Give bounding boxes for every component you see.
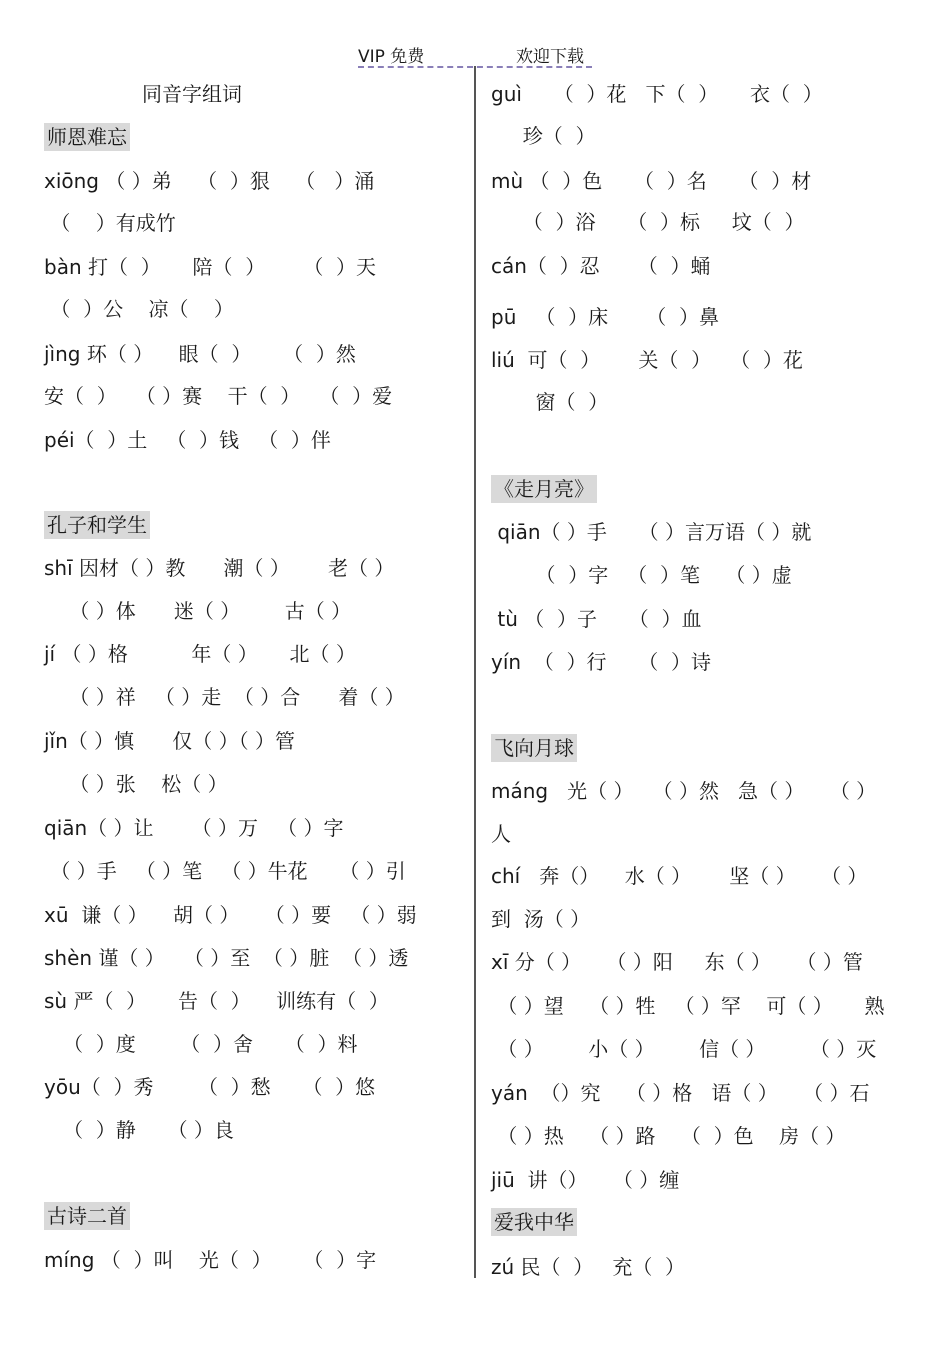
text-line: （ ）张 松（ ） bbox=[44, 772, 228, 796]
text-line: guì （ ）花 下（ ） 衣（ ） bbox=[491, 82, 823, 106]
text-line: tù （ ）子 （ ）血 bbox=[491, 607, 702, 631]
text-line: cán（ ）忍 （ ）蛹 bbox=[491, 254, 711, 278]
text-line: jìng 环（ ） 眼（ ） （ ）然 bbox=[44, 342, 356, 366]
page-title: 同音字组词 bbox=[142, 82, 242, 106]
text-line: （ ）公 凉（ ） bbox=[44, 297, 234, 321]
text-line: zú 民（ ） 充（ ） bbox=[491, 1255, 686, 1279]
text-line: jǐn（ ）慎 仅（ ）（ ）管 bbox=[44, 729, 296, 753]
text-line: （ ）手 （ ）笔 （ ）牛花 （ ）引 bbox=[44, 859, 406, 883]
text-line: pū （ ）床 （ ）鼻 bbox=[491, 305, 720, 329]
text-line: yán （）究 （ ）格 语（ ） （ ）石 bbox=[491, 1081, 870, 1105]
column-divider bbox=[474, 66, 476, 1278]
text-line: yōu（ ）秀 （ ）愁 （ ）悠 bbox=[44, 1075, 376, 1099]
text-line: mù （ ）色 （ ）名 （ ）材 bbox=[491, 169, 812, 193]
text-line: jiū 讲（） （ ）缠 bbox=[491, 1168, 680, 1192]
text-line: shī 因材（ ）教 潮（ ） 老（ ） bbox=[44, 556, 395, 580]
text-line: míng （ ）叫 光（ ） （ ）字 bbox=[44, 1248, 377, 1272]
text-line: sù 严（ ） 告（ ） 训练有（ ） bbox=[44, 989, 389, 1013]
text-line: liú 可（ ） 关（ ） （ ）花 bbox=[491, 348, 803, 372]
section-heading: 师恩难忘 bbox=[44, 123, 130, 151]
section-heading: 古诗二首 bbox=[44, 1202, 130, 1230]
text-line: xū 谦（ ） 胡（ ） （ ）要 （ ）弱 bbox=[44, 903, 417, 927]
section-heading: 《走月亮》 bbox=[491, 475, 597, 503]
text-line: xiōng （ ）弟 （ ）狠 （ ）涌 bbox=[44, 169, 375, 193]
text-line: 安（ ） （ ）赛 干（ ） （ ）爱 bbox=[44, 384, 393, 408]
text-line: xī 分（ ） （ ）阳 东（ ） （ ）管 bbox=[491, 950, 863, 974]
text-line: （ ）望 （ ）牲 （ ）罕 可（ ） 熟 bbox=[491, 994, 885, 1018]
text-line: 窗（ ） bbox=[491, 390, 609, 414]
text-line: 珍（ ） bbox=[491, 124, 596, 148]
section-heading: 孔子和学生 bbox=[44, 511, 150, 539]
text-line: qiān（ ）手 （ ）言万语（ ）就 bbox=[491, 520, 812, 544]
text-line: bàn 打（ ） 陪（ ） （ ）天 bbox=[44, 255, 377, 279]
header-left-text: VIP 免费 bbox=[358, 47, 425, 67]
text-line: （ ）祥 （ ）走 （ ）合 着（ ） bbox=[44, 685, 405, 709]
text-line: chí 奔（） 水（ ） 坚（ ） （ ） bbox=[491, 864, 868, 888]
text-line: （ ）有成竹 bbox=[44, 211, 176, 235]
text-line: jí （ ）格 年（ ） 北（ ） bbox=[44, 642, 356, 666]
text-line: （ ） 小（ ） 信（ ） （ ）灭 bbox=[491, 1037, 877, 1061]
text-line: yín （ ）行 （ ）诗 bbox=[491, 650, 711, 674]
text-line: （ ）浴 （ ）标 坟（ ） bbox=[491, 210, 805, 234]
text-line: máng 光（ ） （ ）然 急（ ） （ ） bbox=[491, 779, 877, 803]
text-line: 到 汤（ ） bbox=[491, 907, 591, 931]
text-line: qiān（ ）让 （ ）万 （ ）字 bbox=[44, 816, 344, 840]
section-heading: 飞向月球 bbox=[491, 734, 577, 762]
text-line: （ ）度 （ ）舍 （ ）料 bbox=[44, 1032, 358, 1056]
text-line: （ ）字 （ ）笔 （ ）虚 bbox=[491, 563, 792, 587]
text-line: （ ）体 迷（ ） 古（ ） bbox=[44, 599, 352, 623]
page-header bbox=[358, 42, 592, 68]
text-line: 人 bbox=[491, 822, 511, 846]
text-line: péi（ ）土 （ ）钱 （ ）伴 bbox=[44, 428, 331, 452]
text-line: shèn 谨（ ） （ ）至 （ ）脏 （ ）透 bbox=[44, 946, 409, 970]
header-right-text: 欢迎下载 bbox=[516, 47, 584, 67]
text-line: （ ）热 （ ）路 （ ）色 房（ ） bbox=[491, 1124, 846, 1148]
text-line: （ ）静 （ ）良 bbox=[44, 1118, 234, 1142]
section-heading: 爱我中华 bbox=[491, 1208, 577, 1236]
